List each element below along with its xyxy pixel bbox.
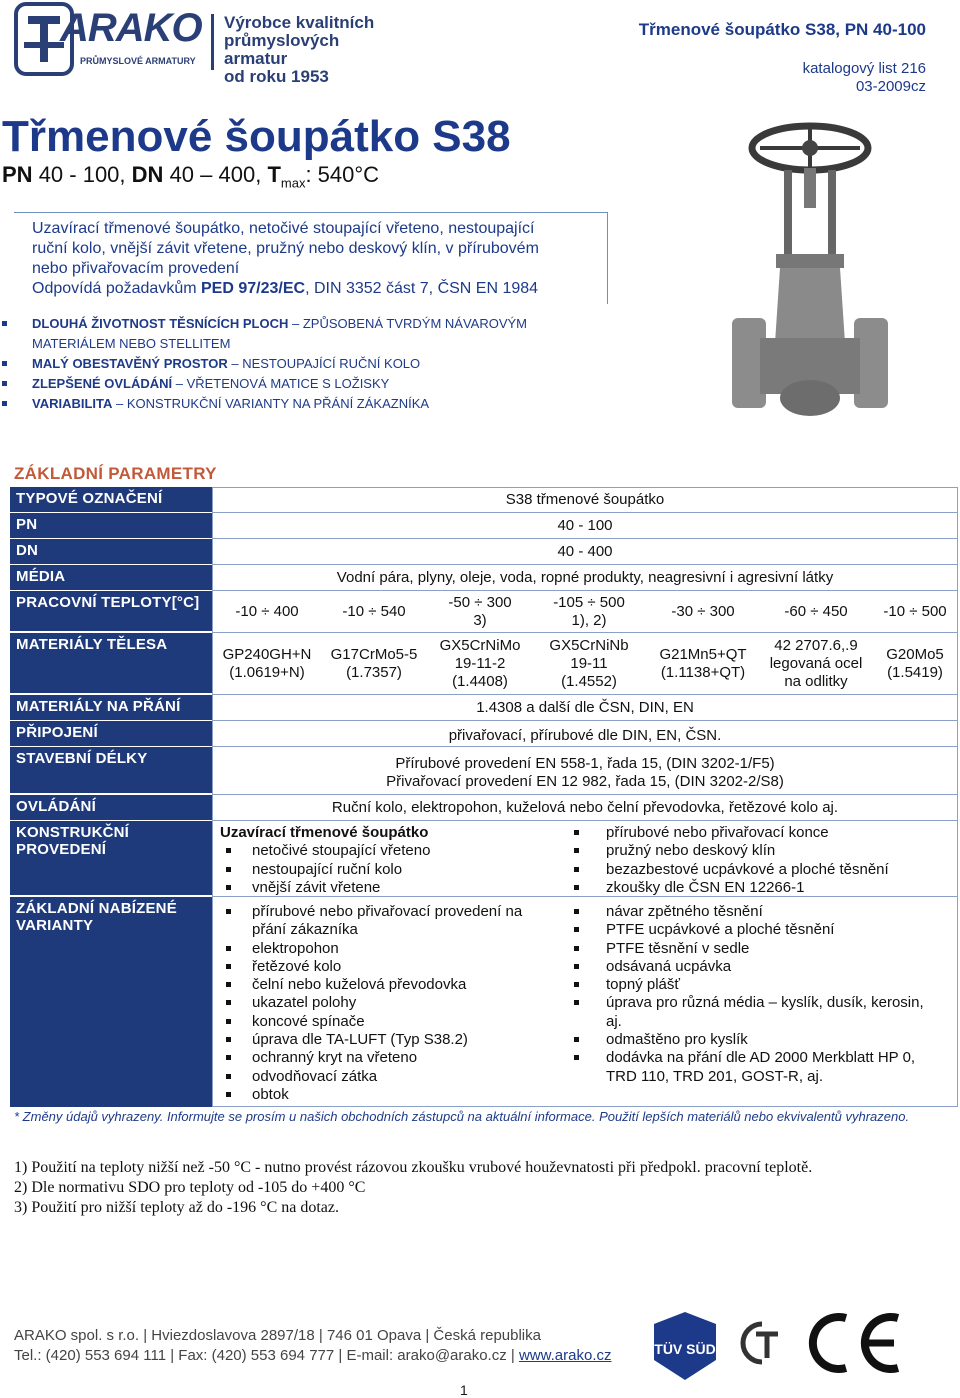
list-item: koncové spínače — [220, 1013, 560, 1031]
logo-text: ARAKO — [60, 6, 202, 50]
list-item: úprava pro různá média – kyslík, dusík, kerosin, aj. — [568, 994, 956, 1031]
row-divider — [212, 720, 958, 721]
label-media: MÉDIA — [10, 565, 212, 590]
list-item: ukazatel polohy — [220, 994, 560, 1012]
design-left-list — [220, 824, 560, 897]
list-item: řetězové kolo — [220, 958, 560, 976]
row-divider — [212, 746, 958, 747]
value-type: S38 třmenové šoupátko — [505, 491, 665, 508]
website-link[interactable]: www.arako.cz — [518, 1347, 612, 1364]
label-pn: PN — [10, 513, 212, 538]
value-lengths-flanged: Přírubové provedení EN 558-1, řada 15, (DIN 3202-1/F5) — [395, 755, 775, 772]
temp-cell: -10 ÷ 540 — [342, 603, 406, 620]
list-item: zkoušky dle ČSN EN 12266-1 — [568, 879, 956, 897]
product-description: Uzavírací třmenové šoupátko, netočivé stoupající vřeteno, nestoupající ruční kolo, vnější závit vřetene, pružný nebo deskový klín, v přírubovém nebo přivařovacím provedení Odpovídá požadavkům PED 97/23/EC, DIN 3352 část 7, ČSN EN 1984 — [14, 212, 608, 304]
page-title: Třmenové šoupátko S38 — [2, 112, 511, 161]
label-optional-material: MATERIÁLY NA PŘÁNÍ — [10, 695, 212, 720]
variants-left-list — [220, 903, 560, 1104]
value-control: Ruční kolo, elektropohon, kuželová nebo čelní převodovka, řetězové kolo aj. — [331, 799, 839, 816]
list-item: odvodňovací zátka — [220, 1068, 560, 1086]
feature-item: MALÝ OBESTAVĚNÝ PROSTOR – NESTOUPAJÍCÍ RUČNÍ KOLO — [0, 354, 700, 374]
list-item: odmaštěno pro kyslík — [568, 1031, 956, 1049]
temp-cell: -30 ÷ 300 — [671, 603, 735, 620]
feature-item: ZLEPŠENÉ OVLÁDÁNÍ – VŘETENOVÁ MATICE S LOŽISKY — [0, 374, 700, 394]
value-media: Vodní pára, plyny, oleje, voda, ropné produkty, neagresivní i agresivní látky — [336, 569, 834, 586]
valve-image — [720, 108, 890, 424]
value-pn: 40 - 100 — [557, 517, 613, 534]
feature-item: DLOUHÁ ŽIVOTNOST TĚSNÍCÍCH PLOCH – ZPŮSOBENÁ TVRDÝM NÁVAROVÝM — [0, 314, 700, 334]
label-variants: ZÁKLADNÍ NABÍZENÉ VARIANTY — [10, 897, 212, 1107]
list-item: dodávka na přání dle AD 2000 Merkblatt HP 0, TRD 110, TRD 201, GOST-R, aj. — [568, 1049, 956, 1086]
value-optional-material: 1.4308 a další dle ČSN, DIN, EN — [476, 699, 694, 716]
footnotes — [14, 1158, 812, 1218]
header-doc-title: Třmenové šoupátko S38, PN 40-100 — [638, 20, 926, 39]
catalog-info: katalogový list 216 03-2009cz — [802, 60, 926, 95]
params-section-title: ZÁKLADNÍ PARAMETRY — [14, 464, 217, 483]
row-divider — [212, 564, 958, 565]
list-item: PTFE ucpávkové a ploché těsnění — [568, 921, 956, 939]
feature-item-cont: MATERIÁLEM NEBO STELLITEM — [32, 336, 231, 351]
label-type: TYPOVÉ OZNAČENÍ — [10, 487, 212, 512]
list-item: nestoupající ruční kolo — [220, 861, 560, 879]
temp-cell: -105 ÷ 500 1), 2) — [553, 594, 625, 629]
list-item: topný plášť — [568, 976, 956, 994]
list-item: úprava dle TA-LUFT (Typ S38.2) — [220, 1031, 560, 1049]
list-item: ochranný kryt na vřeteno — [220, 1049, 560, 1067]
variants-right-list — [568, 903, 956, 1086]
temp-cell: -50 ÷ 300 3) — [448, 594, 512, 629]
list-item: návar zpětného těsnění — [568, 903, 956, 921]
list-item: přírubové nebo přivařovací konce — [568, 824, 956, 842]
row-divider — [212, 632, 958, 633]
logo-divider — [211, 14, 214, 70]
feature-item: VARIABILITA – KONSTRUKČNÍ VARIANTY NA PŘÁNÍ ZÁKAZNÍKA — [0, 394, 700, 414]
material-cell: GP240GH+N (1.0619+N) — [222, 646, 312, 681]
material-cell: G21Mn5+QT (1.1138+QT) — [659, 646, 747, 681]
pct-cert-icon — [732, 1318, 792, 1368]
label-connection: PŘIPOJENÍ — [10, 721, 212, 746]
list-item: obtok — [220, 1086, 560, 1104]
ce-mark-icon — [806, 1310, 906, 1376]
temp-cell: -60 ÷ 450 — [784, 603, 848, 620]
list-item: vnější závit vřetene — [220, 879, 560, 897]
list-item: bezazbestové ucpávkové a ploché těsnění — [568, 861, 956, 879]
material-cell: GX5CrNiMo 19-11-2 (1.4408) — [439, 637, 521, 690]
feature-list — [0, 314, 700, 414]
row-divider — [212, 538, 958, 539]
company-address: ARAKO spol. s r.o. | Hviezdoslavova 2897/18 | 746 01 Opava | Česká republika Tel.: (420) 553 694 111 | Fax: (420) 553 694 777 | E-mail: arako@arako.cz | www.arako.cz — [14, 1327, 612, 1364]
row-divider — [212, 590, 958, 591]
company-tagline: Výrobce kvalitních průmyslových armatur od roku 1953 — [224, 13, 375, 86]
label-control: OVLÁDÁNÍ — [10, 795, 212, 820]
list-item: odsávaná ucpávka — [568, 958, 956, 976]
logo-subtitle: PRŮMYSLOVÉ ARMATURY — [80, 56, 196, 66]
list-item: čelní nebo kuželová převodovka — [220, 976, 560, 994]
temp-cell: -10 ÷ 500 — [883, 603, 947, 620]
label-temp: PRACOVNÍ TEPLOTY[°C] — [10, 591, 212, 631]
page-subtitle: PN 40 - 100, DN 40 – 400, $T_{max}$: 540°C — [2, 162, 380, 191]
material-cell: G20Mo5 (1.5419) — [886, 646, 944, 681]
list-item: elektropohon — [220, 940, 560, 958]
svg-text:TÜV SÜD: TÜV SÜD — [654, 1341, 716, 1357]
footnote: 2) Dle normativu SDO pro teploty od -105 do +400 °C — [14, 1179, 366, 1196]
value-dn: 40 - 400 — [557, 543, 613, 560]
list-item: PTFE těsnění v sedle — [568, 940, 956, 958]
material-cell: GX5CrNiNb 19-11 (1.4552) — [549, 637, 629, 690]
design-right-list — [568, 824, 956, 897]
list-item: pružný nebo deskový klín — [568, 842, 956, 860]
label-design: KONSTRUKČNÍ PROVEDENÍ — [10, 821, 212, 895]
label-dn: DN — [10, 539, 212, 564]
row-divider — [212, 794, 958, 795]
value-lengths-welded: Přivařovací provedení EN 12 982, řada 15, (DIN 3202-2/S8) — [386, 773, 784, 790]
footnote: 3) Použití pro nižší teploty až do -196 °C na dotaz. — [14, 1199, 339, 1216]
tuv-cert-icon — [650, 1310, 720, 1382]
temp-cell: -10 ÷ 400 — [235, 603, 299, 620]
row-divider — [212, 820, 958, 821]
material-cell: G17CrMo5-5 (1.7357) — [330, 646, 418, 681]
row-divider — [212, 694, 958, 695]
footnote: 1) Použití na teploty nižší než -50 °C - nutno provést rázovou zkoušku vrubové houževnatosti při předpokl. pracovní teplotě. — [14, 1159, 813, 1176]
design-heading: Uzavírací třmenové šoupátko — [220, 824, 429, 841]
disclaimer-note: * Změny údajů vyhrazeny. Informujte se prosím u našich obchodních zástupců na aktuální informace. Použití lepších materiálů nebo ekvivalentů vyhrazeno. — [14, 1109, 910, 1124]
label-body-material: MATERIÁLY TĚLESA — [10, 633, 212, 693]
value-connection: přivařovací, přírubové dle DIN, EN, ČSN. — [448, 727, 722, 744]
page-number: 1 — [460, 1382, 468, 1398]
list-item: netočivé stoupající vřeteno — [220, 842, 560, 860]
list-item: přírubové nebo přivařovací provedení na přání zákazníka — [220, 903, 560, 940]
row-divider — [212, 512, 958, 513]
label-lengths: STAVEBNÍ DÉLKY — [10, 747, 212, 793]
material-cell: 42 2707.6,.9 legovaná ocel na odlitky — [769, 637, 863, 690]
